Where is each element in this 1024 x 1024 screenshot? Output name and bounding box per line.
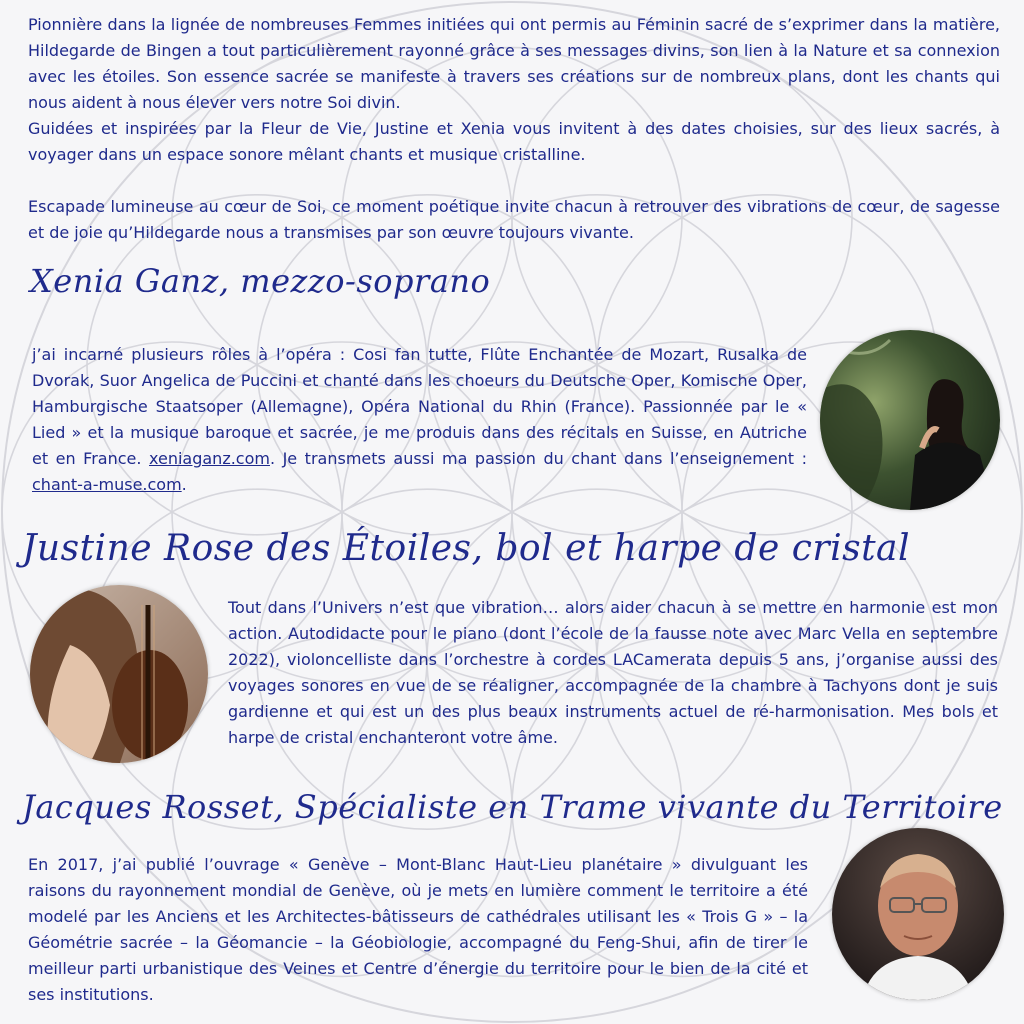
justine-heading: Justine Rose des Étoiles, bol et harpe de cristal: [22, 528, 911, 569]
chant-a-muse-link[interactable]: chant-a-muse.com: [32, 475, 182, 494]
xenia-bio-text-2: . Je transmets aussi ma passion du chant dans l’enseignement :: [269, 449, 807, 468]
xenia-bio-end: .: [181, 475, 187, 494]
intro-paragraph-2: Guidées et inspirées par la Fleur de Vie, Justine et Xenia vous invitent à des dates choisies, sur des lieux sacrés, à voyager dans un espace sonore mêlant chants et musique cristalline.: [28, 119, 1000, 164]
xenia-portrait: [820, 330, 1000, 510]
intro-paragraph-1: Pionnière dans la lignée de nombreuses Femmes initiées qui ont permis au Féminin sacré de s’exprimer dans la matière, Hildegarde de Bingen a tout particulièrement rayonné grâce à ses messages divins, son lien à la Nature et sa connexion avec les étoiles. Son essence sacrée se manifeste à travers ses créations sur de nombreux plans, dont les chants qui nous aident à nous élever vers notre Soi divin.: [28, 15, 1000, 112]
xenia-bio-text: j’ai incarné plusieurs rôles à l’opéra : Cosi fan tutte, Flûte Enchantée de Mozart, Rusalka de Dvorak, Suor Angelica de Puccini et chanté dans les choeurs du Deutsche Oper, Komische Oper, Hamburgische Staatsoper (Allemagne), Opéra National du Rhin (France). Passionnée par le « Lied » et la musique baroque et sacrée, je me produis dans des récitals en Suisse, en Autriche et en France.: [32, 345, 807, 468]
jacques-portrait: [832, 828, 1004, 1000]
xenia-website-link[interactable]: xeniaganz.com: [149, 449, 270, 468]
jacques-bio: En 2017, j’ai publié l’ouvrage « Genève – Mont-Blanc Haut-Lieu planétaire » divulguant les raisons du rayonnement mondial de Genève, où je mets en lumière comment le territoire a été modelé par les Anciens et les Architectes-bâtisseurs de cathédrales utilisant les « Trois G » – la Géométrie sacrée – la Géomancie – la Géobiologie, accompagné du Feng-Shui, afin de tirer le meilleur parti urbanistique des Veines et Centre d’énergie du territoire pour le bien de la cité et ses institutions.: [28, 855, 808, 1004]
intro-paragraph-3: Escapade lumineuse au cœur de Soi, ce moment poétique invite chacun à retrouver des vibrations de cœur, de sagesse et de joie qu’Hildegarde nous a transmises par son œuvre toujours vivante.: [28, 197, 1000, 242]
xenia-bio: [32, 342, 807, 498]
justine-bio: Tout dans l’Univers n’est que vibration… alors aider chacun à se mettre en harmonie est mon action. Autodidacte pour le piano (dont l’école de la fausse note avec Marc Vella en septembre 2022), violoncelliste dans l’orchestre à cordes LACamerata depuis 5 ans, j’organise aussi des voyages sonores en vue de se réaligner, accompagnée de la chambre à Tachyons dont je suis gardienne et qui est un des plus beaux instruments actuel de ré-harmonisation. Mes bols et harpe de cristal enchanteront votre âme.: [228, 598, 998, 747]
xenia-heading: Xenia Ganz, mezzo-soprano: [30, 262, 491, 300]
justine-portrait: [30, 585, 208, 763]
jacques-heading: Jacques Rosset, Spécialiste en Trame vivante du Territoire: [22, 788, 1003, 826]
